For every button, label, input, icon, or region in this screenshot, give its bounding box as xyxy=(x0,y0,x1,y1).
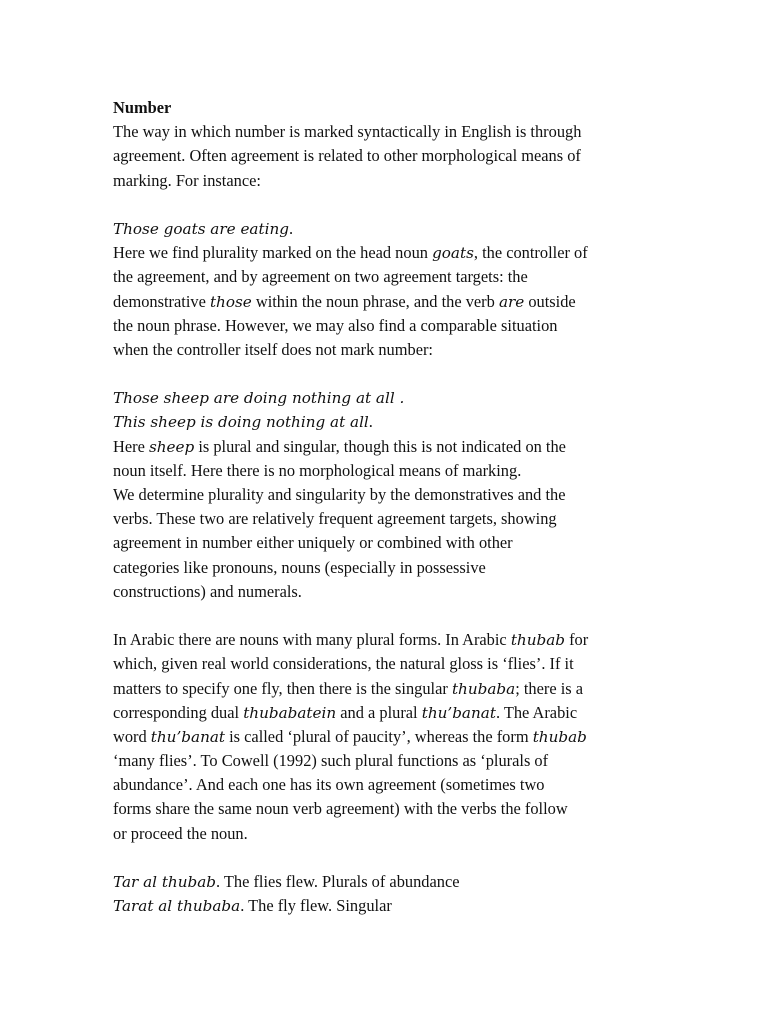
blank-line xyxy=(113,193,673,217)
italic-term: thubabatein xyxy=(243,703,337,722)
italic-term: thu’banat xyxy=(421,703,496,722)
paragraph-line: We determine plurality and singularity by the demonstratives and the xyxy=(113,485,566,504)
text-run: demonstrative xyxy=(113,291,210,311)
italic-term: thu’banat xyxy=(150,727,226,746)
example-punct: . xyxy=(368,412,373,432)
example-punct: . xyxy=(288,218,294,238)
text-run: corresponding dual xyxy=(113,702,244,722)
paragraph-line: marking. For instance: xyxy=(113,170,261,190)
paragraph-line: verbs. These two are relatively frequent agreement targets, showing xyxy=(113,509,557,529)
paragraph-line: the agreement, and by agreement on two agreement targets: the xyxy=(113,267,528,287)
paragraph-line xyxy=(113,677,673,701)
text-run: . The Arabic xyxy=(495,702,578,722)
text-run: is plural and singular, though this is not indicated on the xyxy=(194,436,566,456)
italic-term: those xyxy=(209,292,252,311)
italic-term: thubaba xyxy=(451,679,516,698)
blank-line xyxy=(113,846,673,870)
italic-term: thubab xyxy=(510,631,565,650)
paragraph-line xyxy=(113,725,673,749)
paragraph-line: constructions) and numerals. xyxy=(113,581,302,601)
example-text: Those goats are eating xyxy=(113,219,289,238)
text-run: matters to specify one fly, then there is the singular xyxy=(113,678,452,698)
text-run: In Arabic there are nouns with many plural forms. In Arabic xyxy=(113,630,511,650)
example-sentence xyxy=(113,894,673,918)
paragraph-line: abundance’. And each one has its own agreement (sometimes two xyxy=(113,775,545,795)
paragraph-line: forms share the same noun verb agreement) with the verbs the follow xyxy=(113,799,568,819)
italic-term: sheep xyxy=(148,437,195,456)
paragraph-line: noun itself. Here there is no morphological means of marking. xyxy=(113,460,522,480)
text-run: . The flies flew. Plurals of abundance xyxy=(216,872,460,891)
section-heading: Number xyxy=(113,98,172,117)
text-run: word xyxy=(113,726,151,746)
blank-line xyxy=(113,604,673,628)
text-run: within the noun phrase, and the verb xyxy=(251,291,499,311)
text-run: outside xyxy=(524,291,576,311)
paragraph-line: the noun phrase. However, we may also find a comparable situation xyxy=(113,315,558,335)
text-run: is called ‘plural of paucity’, whereas the form xyxy=(225,726,533,746)
paragraph-line: which, given real world considerations, the natural gloss is ‘flies’. If it xyxy=(113,654,574,674)
example-text: This sheep is doing nothing at all xyxy=(113,413,369,432)
text-run: , the controller of xyxy=(473,243,588,263)
italic-term: Tarat al thubaba xyxy=(113,897,241,916)
italic-term: goats xyxy=(432,244,474,263)
text-run: ; there is a xyxy=(515,678,583,698)
italic-term: thubab xyxy=(532,727,587,746)
paragraph-line xyxy=(113,435,673,459)
example-sentence xyxy=(113,410,673,434)
paragraph-line: ‘many flies’. To Cowell (1992) such plural functions as ‘plurals of xyxy=(113,751,549,771)
example-sentence xyxy=(113,217,673,241)
blank-line xyxy=(113,362,673,386)
paragraph-line xyxy=(113,290,673,314)
paragraph-line: categories like pronouns, nouns (especially in possessive xyxy=(113,557,486,577)
text-run: Here xyxy=(113,436,149,456)
text-run: Here we find plurality marked on the head noun xyxy=(113,243,433,263)
paragraph-line: when the controller itself does not mark number: xyxy=(113,339,433,359)
paragraph-line xyxy=(113,701,673,725)
text-run: . The fly flew. Singular xyxy=(240,896,392,916)
document-page xyxy=(113,96,673,918)
paragraph-line: or proceed the noun. xyxy=(113,823,248,843)
example-sentence: Those sheep are doing nothing at all . xyxy=(113,389,405,408)
paragraph-line: The way in which number is marked syntactically in English is through xyxy=(113,122,582,142)
paragraph-line: agreement. Often agreement is related to other morphological means of xyxy=(113,146,581,166)
text-run: and a plural xyxy=(336,702,422,722)
paragraph-line: agreement in number either uniquely or combined with other xyxy=(113,533,513,553)
italic-term: Tar al thubab xyxy=(113,873,216,891)
text-run: for xyxy=(564,630,589,650)
paragraph-line xyxy=(113,241,673,265)
italic-term: are xyxy=(498,292,525,311)
paragraph-line xyxy=(113,628,673,652)
example-sentence xyxy=(113,870,673,894)
